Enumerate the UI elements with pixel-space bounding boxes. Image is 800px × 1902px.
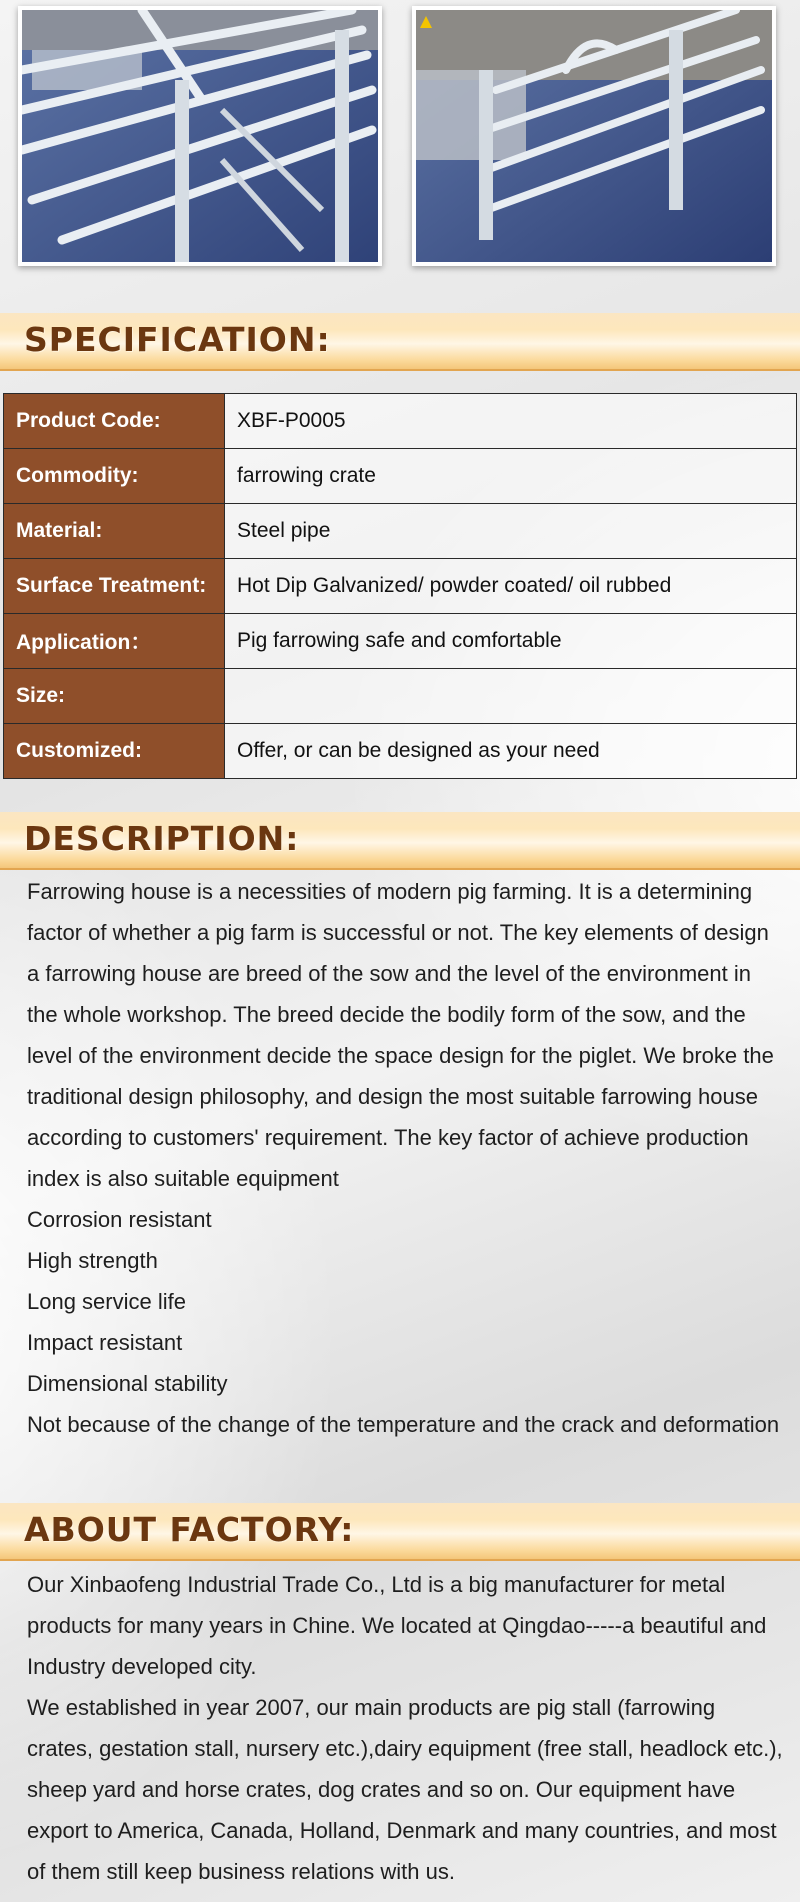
spec-value <box>225 669 797 724</box>
feature-item: Corrosion resistant <box>27 1207 212 1232</box>
description-banner <box>0 812 800 870</box>
feature-item: High strength <box>27 1248 158 1273</box>
spec-label: Application： <box>4 614 225 669</box>
feature-item: Not because of the change of the temperature and the crack and deformation <box>27 1412 780 1437</box>
spec-label: Surface Treatment: <box>4 559 225 614</box>
farrowing-crate-photo-2 <box>412 6 776 266</box>
spec-value: Steel pipe <box>225 504 797 559</box>
about-factory-banner <box>0 1503 800 1561</box>
about-factory-heading: ABOUT FACTORY: <box>24 1510 355 1549</box>
specification-heading: SPECIFICATION: <box>24 320 331 359</box>
description-paragraph: Farrowing house is a necessities of modern pig farming. It is a determining factor of whether a pig farm is successful or not. The key elements of design a farrowing house are breed of the sow and the level of the environment in the whole workshop. The breed decide the bodily form of the sow, and the level of the environment decide the space design for the piglet. We broke the traditional design philosophy, and design the most suitable farrowing house according to customers' requirement. The key factor of achieve production index is also suitable equipment <box>27 879 774 1191</box>
description-text <box>27 871 787 1445</box>
spec-label: Material: <box>4 504 225 559</box>
spec-value: Pig farrowing safe and comfortable <box>225 614 797 669</box>
table-row <box>4 504 797 559</box>
feature-item: Long service life <box>27 1289 186 1314</box>
farrowing-crate-image-1 <box>22 10 378 262</box>
specification-banner <box>0 313 800 371</box>
table-row <box>4 614 797 669</box>
table-row <box>4 669 797 724</box>
table-row <box>4 724 797 779</box>
feature-item: Impact resistant <box>27 1330 183 1355</box>
spec-value: farrowing crate <box>225 449 797 504</box>
table-row <box>4 394 797 449</box>
spec-value: XBF-P0005 <box>225 394 797 449</box>
farrowing-crate-image-2 <box>416 10 772 262</box>
photo-gallery <box>18 6 784 272</box>
farrowing-crate-photo-1 <box>18 6 382 266</box>
spec-label: Customized: <box>4 724 225 779</box>
spec-value: Offer, or can be designed as your need <box>225 724 797 779</box>
spec-value: Hot Dip Galvanized/ powder coated/ oil rubbed <box>225 559 797 614</box>
feature-item: Dimensional stability <box>27 1371 228 1396</box>
spec-label: Commodity: <box>4 449 225 504</box>
spec-label: Product Code: <box>4 394 225 449</box>
table-row <box>4 449 797 504</box>
description-heading: DESCRIPTION: <box>24 819 300 858</box>
spec-label: Size: <box>4 669 225 724</box>
about-factory-text <box>27 1564 787 1892</box>
about-paragraph-1: Our Xinbaofeng Industrial Trade Co., Ltd is a big manufacturer for metal products for many years in Chine. We located at Qingdao-----a beautiful and Industry developed city. <box>27 1572 767 1679</box>
specification-table <box>3 393 797 779</box>
table-row <box>4 559 797 614</box>
about-paragraph-2: We established in year 2007, our main products are pig stall (farrowing crates, gestation stall, nursery etc.),dairy equipment (free stall, headlock etc.), sheep yard and horse crates, dog crates and so on. Our equipment have export to America, Canada, Holland, Denmark and many countries, and most of them still keep business relations with us. <box>27 1695 783 1884</box>
